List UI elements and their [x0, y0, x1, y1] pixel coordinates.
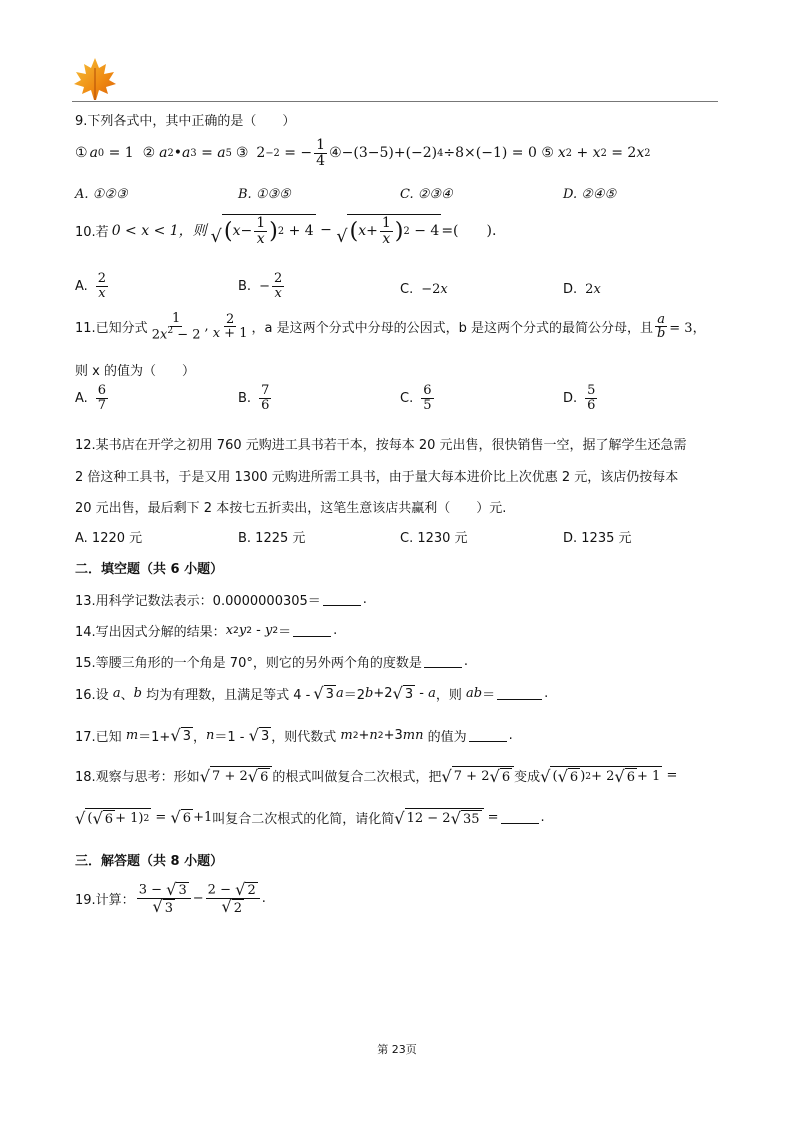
q11-option-a[interactable]: A. $\frac{6}{7}$ [75, 383, 107, 413]
q11-line2: 则 x 的值为（ ） [75, 364, 195, 379]
circled-4: ④ [329, 145, 342, 162]
q10-radical-1: √ ( x − $\frac{1}{x}$ ) 2 + 4 [210, 215, 314, 247]
q12-option-a[interactable]: A. 1220 元 [75, 531, 143, 546]
q9-option-a[interactable]: A. ①②③ [75, 187, 128, 202]
q17: 17.已知 m ＝1+ √ 3 ， n ＝1 - √ 3 ，则代数式 m 2 + n 2 +3 mn 的值为 . [75, 725, 513, 745]
q12-option-c[interactable]: C. 1230 元 [400, 531, 468, 546]
maple-leaf-logo [72, 56, 118, 102]
q9-expressions: ① a 0 = 1 ② a 2 • a 3 = a 5 ③ 2 −2 = − $\frac{1}{4}$ ④ −(3−5)+(−2) 4 ÷8×(−1) = 0 ⑤ x 2 + x 2 = 2 x 2 [75, 137, 651, 169]
q9-stem: 9.下列各式中，其中正确的是（ ） [75, 114, 296, 129]
q14: 14.写出因式分解的结果： x 2 y 2 - y 2 ＝ . [75, 623, 338, 640]
q12-option-b[interactable]: B. 1225 元 [238, 531, 306, 546]
q13: 13.用科学记数法表示：0.0000000305＝ . [75, 592, 367, 609]
q11-stem: 11.已知分式 $\frac{1}{2x^2 - 2}$ , $\frac{2}{x + 1}$ ，a 是这两个分式中分母的公因式，b 是这两个分式的最简公分母，且 $\frac{a}{b}$ = 3， [75, 311, 706, 342]
q11-option-d[interactable]: D. $\frac{5}{6}$ [563, 383, 596, 413]
frac-1-4: $\frac{1}{4}$ [316, 137, 326, 169]
q19: 19.计算： 3 − √ 3 √ 3 − 2 − √ 2 √ 2 . [75, 880, 266, 917]
q9-option-b[interactable]: B. ①③⑤ [238, 187, 291, 202]
q10-option-a[interactable]: A. $\frac{2}{x}$ [75, 271, 107, 301]
q11-option-b[interactable]: B. $\frac{7}{6}$ [238, 383, 270, 413]
q18-line-1: 18.观察与思考：形如 √ 7 + 2 √ 6 的根式叫做复合二次根式，把 √ 7 + 2 √ 6 变成 √ ( √ 6 ) 2 + 2 √ 6 + 1 = [75, 766, 678, 786]
q12-line-2: 2 倍这种工具书，于是又用 1300 元购进所需工具书，由于量大每本进价比上次优惠 2 元，该店仍按每本 [75, 470, 679, 485]
page-number-footer: 第 23页 [377, 1043, 417, 1056]
section-fill-blank-title: 二．填空题（共 6 小题） [75, 562, 224, 577]
q10-option-d[interactable]: D. 2x [563, 282, 601, 297]
q12-option-d[interactable]: D. 1235 元 [563, 531, 632, 546]
circled-5: ⑤ [541, 145, 554, 162]
q9-option-d[interactable]: D. ②④⑤ [563, 187, 617, 202]
q12-line-3: 20 元出售，最后剩下 2 本按七五折卖出，这笔生意该店共赢利（ ）元. [75, 501, 507, 516]
circled-1: ① [75, 145, 88, 162]
q10-option-b[interactable]: B. − $\frac{2}{x}$ [238, 271, 283, 301]
q11-option-c[interactable]: C. $\frac{6}{5}$ [400, 383, 432, 413]
q16: 16.设 a 、 b 均为有理数，且满足等式 4 - √ 3 a ＝2 b +2 √ 3 - a ，则 ab ＝ . [75, 683, 549, 703]
q9-option-c[interactable]: C. ②③④ [400, 187, 453, 202]
q18-line-2: √ ( √ 6 + 1) 2 = √ 6 +1 叫复合二次根式的化简，请化简 √ 12 − 2 √ 35 = . [75, 807, 545, 828]
q12-line-1: 12.某书店在开学之初用 760 元购进工具书若干本，按每本 20 元出售，很快销售一空，据了解学生还急需 [75, 438, 687, 453]
q15: 15.等腰三角形的一个角是 70°，则它的另外两个角的度数是 . [75, 654, 468, 671]
q10-radical-2: √ ( x + $\frac{1}{x}$ ) 2 − 4 [336, 215, 440, 247]
q10-stem: 10.若 0 < x < 1，则 √ ( x − $\frac{1}{x}$ ) 2 + 4 − √ ( x + $\frac{1}{x}$ ) 2 − 4 =( ). [75, 215, 497, 247]
circled-3: ③ [235, 145, 249, 162]
header-rule [72, 101, 718, 102]
section-solution-title: 三．解答题（共 8 小题） [75, 854, 224, 869]
q10-option-c[interactable]: C. −2x [400, 282, 448, 297]
circled-2: ② [142, 145, 156, 162]
